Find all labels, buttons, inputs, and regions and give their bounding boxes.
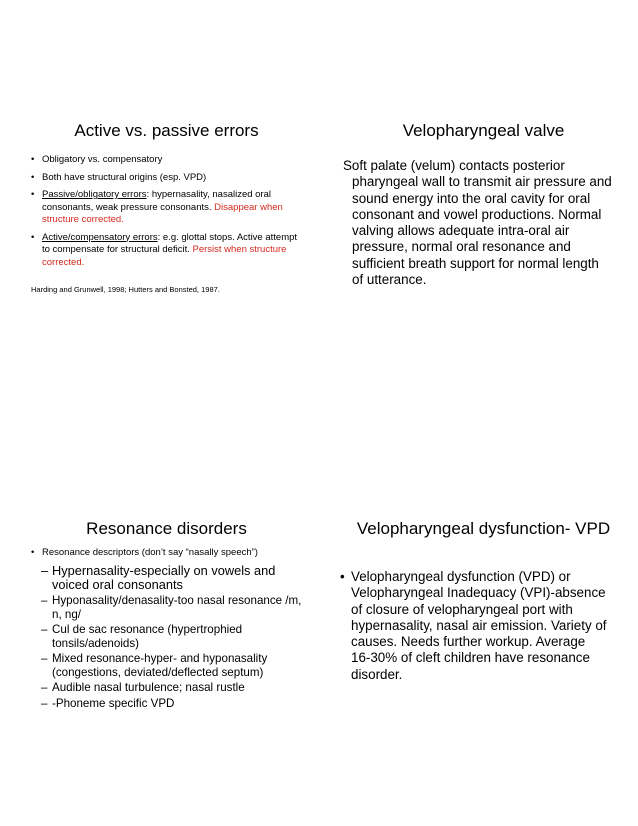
highlight-text: Persist when structure corrected.: [42, 244, 287, 268]
sub-list-item: – Hypernasality-especially on vowels and voiced oral consonants: [31, 564, 307, 592]
list-item: [31, 189, 307, 227]
sub-list-item: – Hyponasality/denasality-too nasal resonance /m, n, ng/: [31, 594, 307, 621]
list-item: [31, 232, 307, 270]
paragraph: [343, 158, 613, 288]
list-item: [31, 154, 307, 167]
bullet-list: [31, 154, 307, 274]
sub-list: [31, 564, 307, 711]
citation: Harding and Grunwell, 1998; Hutters and Bonsted, 1987.: [31, 285, 220, 294]
bullet-text: Both have structural origins (esp. VPD): [42, 171, 207, 183]
slide-title: Resonance disorders: [86, 519, 247, 538]
slide-resonance-disorders: [0, 413, 319, 826]
term-passive-errors: Passive/obligatory errors: [42, 189, 147, 200]
list-item: [31, 547, 307, 711]
slide-title: Velopharyngeal valve: [402, 121, 565, 140]
sub-list-item: – -Phoneme specific VPD: [31, 697, 307, 711]
bullet-text: : e.g. glottal stops. Active attempt to compensate for structural deficit.: [42, 231, 298, 255]
term-active-errors: Active/compensatory errors: [42, 231, 158, 243]
slide-velopharyngeal-valve: [319, 0, 638, 413]
bullet-text: Resonance descriptors (don’t say “nasally speech”): [42, 547, 258, 558]
bullet-list: [340, 569, 608, 683]
bullet-text: Obligatory vs. compensatory: [42, 154, 163, 165]
sub-list-item: – Mixed resonance-hyper- and hyponasality (congestions, deviated/deflected septum): [31, 652, 307, 679]
slide-active-passive-errors: [0, 0, 319, 413]
sub-list-item: – Audible nasal turbulence; nasal rustle: [31, 681, 307, 695]
paragraph-body: pharyngeal wall to transmit air pressure and sound energy into the oral cavity for oral consonant and vowel productions. Normal valving allows adequate intra-oral air pressure, normal oral resonance and sufficient breath support for normal length of utterance.: [352, 174, 612, 288]
slide-vpd: [319, 413, 638, 826]
sub-list-item: – Cul de sac resonance (hypertrophied tonsils/adenoids): [31, 623, 307, 650]
list-item: • Velopharyngeal dysfunction (VPD) or Velopharyngeal Inadequacy (VPI)-absence of closure of velopharyngeal port with hypernasality, nasal air emission. Variety of causes. Needs further workup. Average 16-30% of cleft children have resonance disorder.: [340, 569, 608, 683]
slide-title: Active vs. passive errors: [74, 121, 259, 140]
slide-title: Velopharyngeal dysfunction- VPD: [356, 519, 611, 538]
bullet-text: : hypernasality, nasalized oral consonants, weak pressure consonants.: [42, 189, 271, 213]
bullet-list: [31, 547, 307, 713]
highlight-text: Disappear when structure corrected.: [42, 201, 283, 225]
list-item: [31, 172, 307, 185]
paragraph-lead: Soft palate (velum) contacts posterior: [343, 158, 565, 173]
